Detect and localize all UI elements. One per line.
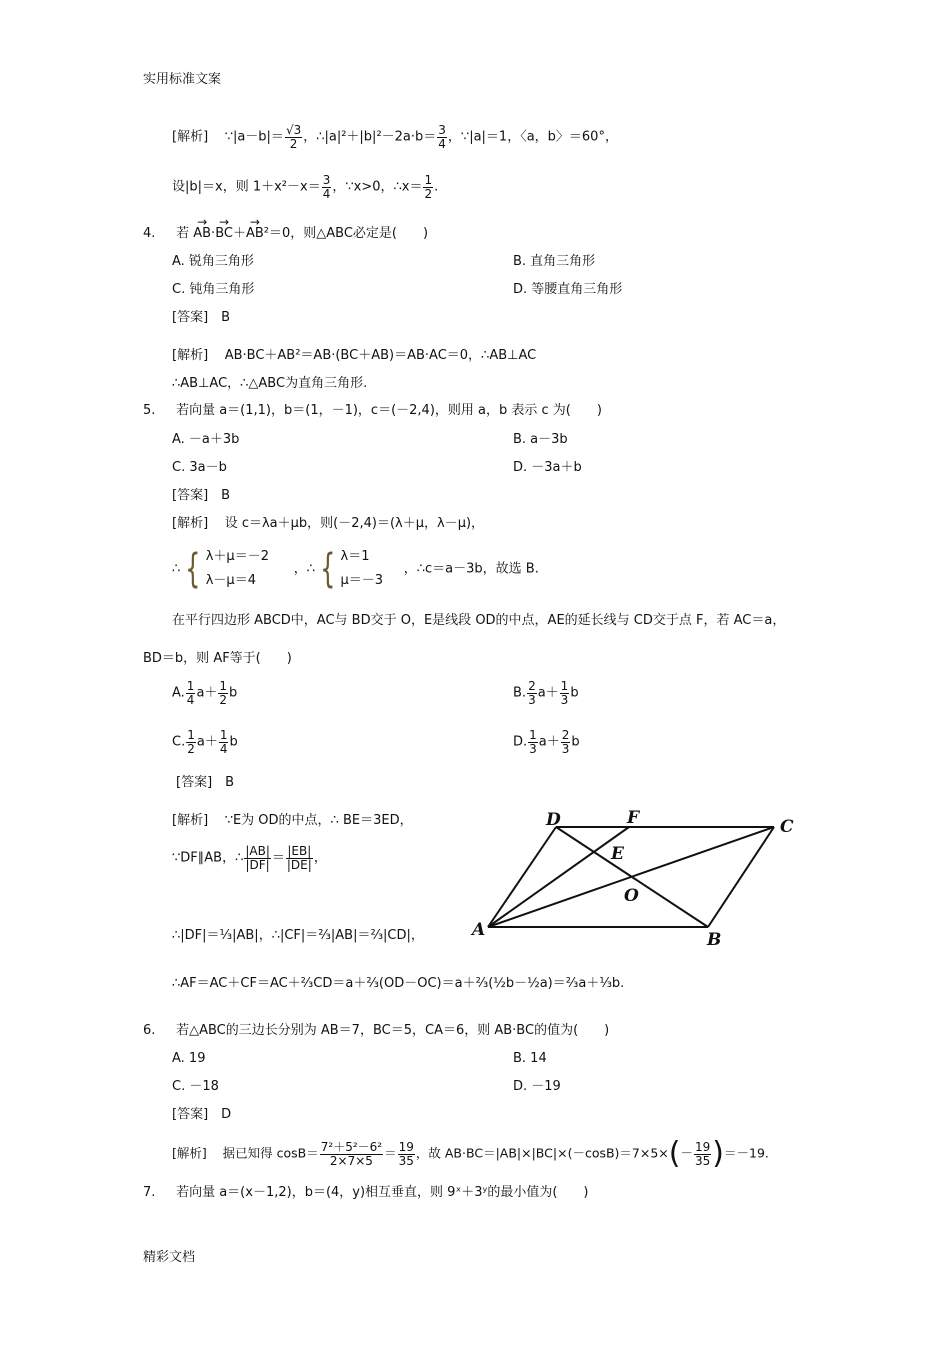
edge-ad bbox=[488, 827, 556, 927]
q6-option-b: B. 14 bbox=[513, 1051, 547, 1066]
left-brace: { bbox=[320, 546, 336, 592]
page-header: 实用标准文案 bbox=[143, 72, 222, 87]
para-analysis-line1: [解析] ∵E为 OD的中点，∴ BE＝3ED， bbox=[172, 813, 413, 828]
q5-option-a: A. －a＋3b bbox=[172, 432, 240, 447]
q4-option-b: B. 直角三角形 bbox=[513, 254, 596, 269]
q5-analysis-line1: [解析] 设 c＝λa＋μb，则(－2,4)＝(λ＋μ，λ－μ)， bbox=[172, 516, 485, 531]
para-analysis-line2: ∵DF∥AB，∴ $\frac{|AB|}{|DF|}$ ＝ $\frac{|EB|}{|DE|}$ ， bbox=[172, 844, 327, 872]
label-o: O bbox=[624, 886, 639, 906]
q6-option-a: A. 19 bbox=[172, 1051, 206, 1066]
page-footer: 精彩文档 bbox=[143, 1250, 196, 1265]
parallelogram-question-stem-line1: 在平行四边形 ABCD中，AC与 BD交于 O，E是线段 OD的中点，AE的延长线与 CD交于点 F，若 AC＝a， bbox=[172, 613, 786, 628]
q4-analysis-line1: [解析] AB·BC＋AB²＝AB·(BC＋AB)＝AB·AC＝0，∴AB⊥AC bbox=[172, 348, 537, 363]
label-a: A bbox=[472, 920, 486, 940]
fraction: $\frac{3}{4}$ bbox=[322, 173, 331, 201]
q4-analysis-line2: ∴AB⊥AC，∴△ABC为直角三角形. bbox=[172, 376, 368, 391]
fraction: $\frac{√3}{2}$ bbox=[285, 123, 302, 151]
label-c: C bbox=[780, 817, 794, 837]
question-6-stem: 6. 若△ABC的三边长分别为 AB＝7，BC＝5，CA＝6，则 AB·BC的值为( ) bbox=[143, 1023, 610, 1038]
q5-answer: [答案] B bbox=[172, 488, 231, 503]
question-7-stem: 7. 若向量 a＝(x－1,2)，b＝(4，y)相互垂直，则 9ˣ＋3ʸ的最小值为( ) bbox=[143, 1185, 589, 1200]
label-b: B bbox=[707, 930, 722, 950]
diagonal-bd bbox=[556, 827, 708, 927]
label-d: D bbox=[546, 810, 561, 830]
q3-analysis-line2: 设|b|＝x，则 1＋x²－x＝ $\frac{3}{4}$ ，∵x>0，∴x＝ $\frac{1}{2}$ . bbox=[172, 173, 439, 201]
q4-option-a: A. 锐角三角形 bbox=[172, 254, 254, 269]
fraction: $\frac{3}{4}$ bbox=[438, 123, 446, 151]
label-e: E bbox=[611, 844, 624, 864]
q6-answer: [答案] D bbox=[172, 1107, 232, 1122]
q6-analysis: [解析] 据已知得 cosB＝ $\frac{\text{7²＋5²－6²}}{2\times 7\times 5}$ ＝ $\frac{19}{35}$ ，故 AB·BC＝|AB|×|BC|×(－cosB)＝7×5×(－ $\frac{19}{35}$ )＝－19. bbox=[172, 1136, 769, 1171]
fraction: $\frac{1}{2}$ bbox=[424, 173, 433, 201]
analysis-label: [解析] bbox=[172, 129, 209, 145]
para-option-a: A. $\frac{1}{4}$ a＋ $\frac{1}{2}$ b bbox=[172, 679, 238, 707]
q4-option-d: D. 等腰直角三角形 bbox=[513, 282, 623, 297]
para-option-d: D. $\frac{1}{3}$ a＋ $\frac{2}{3}$ b bbox=[513, 728, 580, 756]
q4-answer: [答案] B bbox=[172, 310, 231, 325]
edge-cb bbox=[708, 827, 774, 927]
q5-equation-systems: ∴ { λ＋μ＝－2 λ－μ＝4 ，∴ { λ＝1 μ＝－3 ，∴c＝a－3b，故选 B. bbox=[172, 546, 539, 592]
q6-option-d: D. －19 bbox=[513, 1079, 561, 1094]
q5-option-b: B. a－3b bbox=[513, 432, 568, 447]
q3-analysis-line1: [解析] ∵|a－b|＝ $\frac{√3}{2}$ ，∴|a|²＋|b|²－2a·b＝ $\frac{3}{4}$ ，∵|a|＝1，〈a，b〉＝60°， bbox=[172, 123, 618, 151]
label-f: F bbox=[627, 808, 640, 828]
para-analysis-line3: ∴|DF|＝⅓|AB|，∴|CF|＝⅔|AB|＝⅔|CD|， bbox=[172, 928, 424, 943]
para-option-b: B. $\frac{2}{3}$ a＋ $\frac{1}{3}$ b bbox=[513, 679, 579, 707]
q5-option-c: C. 3a－b bbox=[172, 460, 227, 475]
question-4-stem: 4. 若 → AB·→ BC＋→ AB²＝0，则△ABC必定是( ) bbox=[143, 227, 428, 240]
parallelogram-question-stem-line2: BD＝b，则 AF等于( ) bbox=[143, 651, 292, 666]
para-option-c: C. $\frac{1}{2}$ a＋ $\frac{1}{4}$ b bbox=[172, 728, 238, 756]
para-answer: [答案] B bbox=[176, 775, 235, 790]
q4-option-c: C. 钝角三角形 bbox=[172, 282, 255, 297]
q6-option-c: C. －18 bbox=[172, 1079, 219, 1094]
segment-af bbox=[488, 827, 629, 927]
left-brace: { bbox=[185, 546, 201, 592]
parallelogram-figure bbox=[462, 800, 812, 950]
q5-option-d: D. －3a＋b bbox=[513, 460, 582, 475]
question-5-stem: 5. 若向量 a＝(1,1)，b＝(1，－1)，c＝(－2,4)，则用 a，b 表示 c 为( ) bbox=[143, 403, 602, 418]
para-analysis-line4: ∴AF＝AC＋CF＝AC＋⅔CD＝a＋⅔(OD－OC)＝a＋⅔(½b－½a)＝⅔a＋⅓b. bbox=[172, 976, 625, 991]
